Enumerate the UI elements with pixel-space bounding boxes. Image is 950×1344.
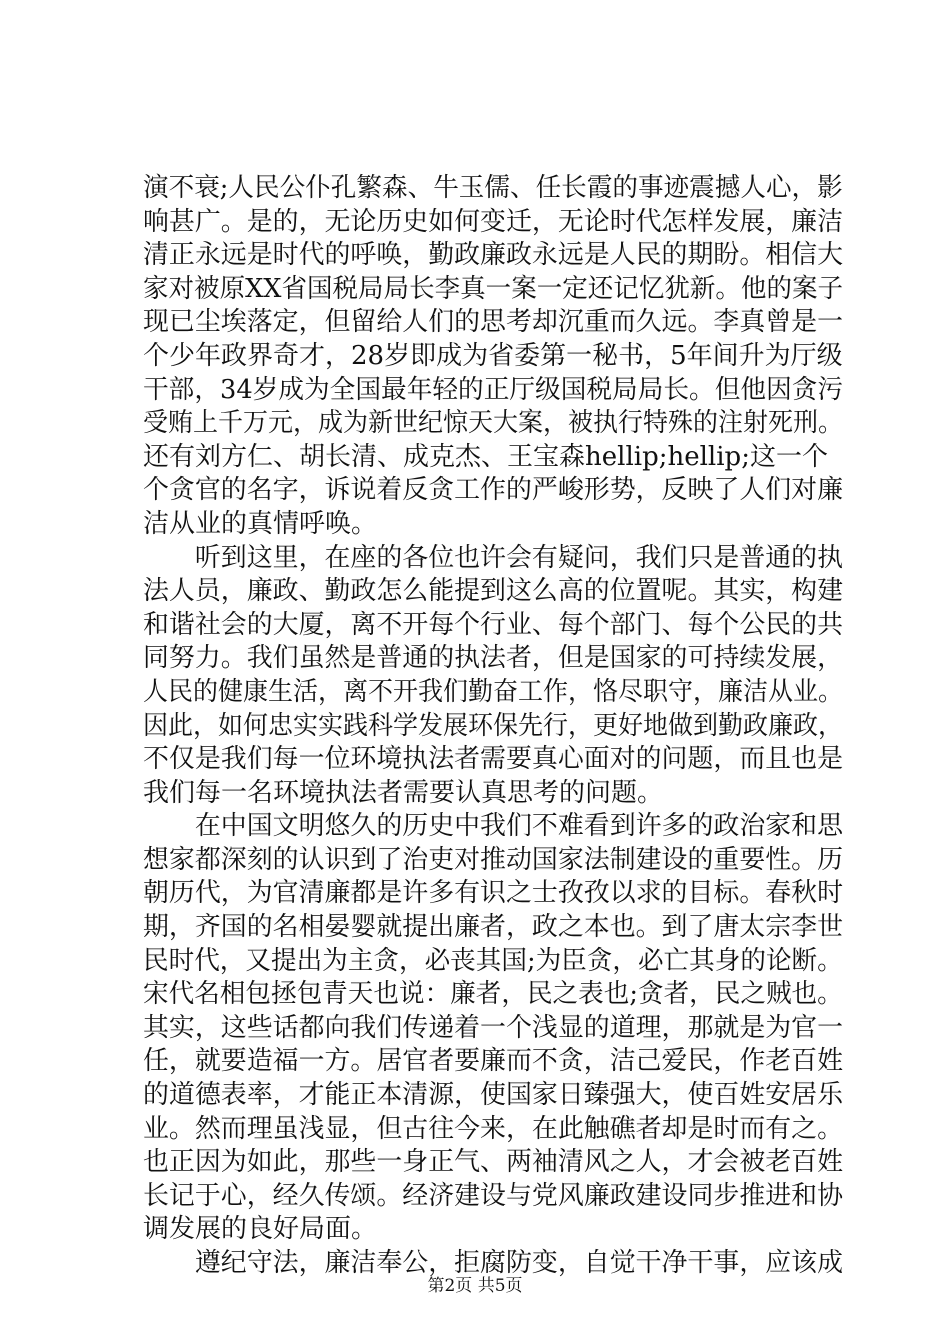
text-line: 和谐社会的大厦，离不开每个行业、每个部门、每个公民的共 xyxy=(143,609,844,640)
text-line: 法人员，廉政、勤政怎么能提到这么高的位置呢。其实，构建 xyxy=(143,576,844,607)
text-line: 个少年政界奇才，28岁即成为省委第一秘书，5年间升为厅级 xyxy=(143,340,843,371)
text-line: 响甚广。是的，无论历史如何变迁，无论时代怎样发展，廉洁 xyxy=(143,206,844,237)
text-line: 的道德表率，才能正本清源，使国家日臻强大，使百姓安居乐 xyxy=(143,1080,844,1111)
text-line: 现已尘埃落定，但留给人们的思考却沉重而久远。李真曾是一 xyxy=(143,307,844,338)
page-footer: 第2页 共5页 xyxy=(427,1276,523,1296)
text-line: 宋代名相包拯包青天也说：廉者，民之表也;贪者，民之贼也。 xyxy=(143,979,843,1010)
text-line: 个贪官的名字，诉说着反贪工作的严峻形势，反映了人们对廉 xyxy=(143,475,844,506)
text-line: 想家都深刻的认识到了治吏对推动国家法制建设的重要性。历 xyxy=(143,844,844,875)
text-line: 清正永远是时代的呼唤，勤政廉政永远是人民的期盼。相信大 xyxy=(143,240,844,271)
text-line: 朝历代，为官清廉都是许多有识之士孜孜以求的目标。春秋时 xyxy=(143,878,844,909)
text-line: 演不衰;人民公仆孔繁森、牛玉儒、任长霞的事迹震撼人心，影 xyxy=(143,173,843,203)
text-line: 在中国文明悠久的历史中我们不难看到许多的政治家和思 xyxy=(143,811,844,842)
text-line: 任，就要造福一方。居官者要廉而不贪，洁己爱民，作老百姓 xyxy=(143,1046,844,1077)
text-line: 也正因为如此，那些一身正气、两袖清风之人，才会被老百姓 xyxy=(143,1147,844,1178)
text-line: 因此，如何忠实实践科学发展环保先行，更好地做到勤政廉政， xyxy=(143,710,843,741)
text-line: 业。然而理虽浅显，但古往今来，在此触礁者却是时而有之。 xyxy=(143,1113,844,1144)
text-line: 同努力。我们虽然是普通的执法者，但是国家的可持续发展， xyxy=(143,643,844,674)
text-line: 家对被原XX省国税局局长李真一案一定还记忆犹新。他的案子 xyxy=(143,273,844,304)
text-line: 还有刘方仁、胡长清、成克杰、王宝森hellip;hellip;这一个 xyxy=(143,441,828,472)
text-line: 受贿上千万元，成为新世纪惊天大案，被执行特殊的注射死刑。 xyxy=(143,408,843,439)
text-line: 我们每一名环境执法者需要认真思考的问题。 xyxy=(143,777,664,808)
text-line: 期，齐国的名相晏婴就提出廉者，政之本也。到了唐太宗李世 xyxy=(143,912,844,943)
text-line: 遵纪守法，廉洁奉公，拒腐防变，自觉干净干事，应该成 xyxy=(143,1248,844,1278)
text-line: 民时代，又提出为主贪，必丧其国;为臣贪，必亡其身的论断。 xyxy=(143,945,843,976)
text-line: 听到这里，在座的各位也许会有疑问，我们只是普通的执 xyxy=(143,542,844,573)
text-line: 人民的健康生活，离不开我们勤奋工作，恪尽职守，廉洁从业。 xyxy=(143,676,843,707)
text-line: 其实，这些话都向我们传递着一个浅显的道理，那就是为官一 xyxy=(143,1012,844,1043)
text-line: 不仅是我们每一位环境执法者需要真心面对的问题，而且也是 xyxy=(143,744,844,775)
text-line: 长记于心，经久传颂。经济建设与党风廉政建设同步推进和协 xyxy=(143,1180,844,1211)
text-line: 调发展的良好局面。 xyxy=(143,1214,378,1245)
text-line: 干部，34岁成为全国最年轻的正厅级国税局局长。但他因贪污 xyxy=(143,374,844,405)
body-text xyxy=(143,172,843,1281)
text-line: 洁从业的真情呼唤。 xyxy=(143,508,378,539)
